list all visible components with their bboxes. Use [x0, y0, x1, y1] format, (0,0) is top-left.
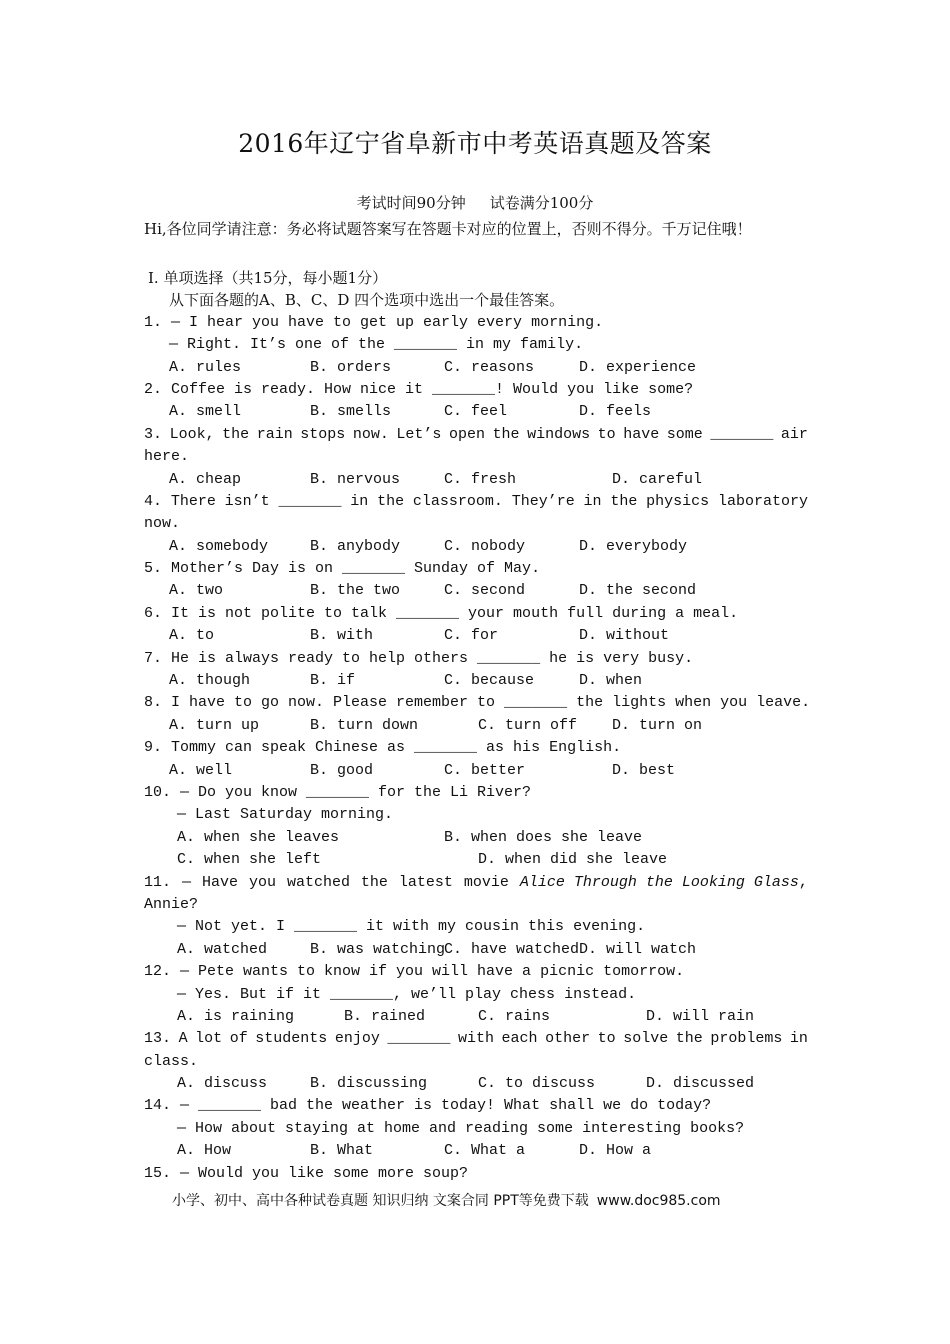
- option-b: B. good: [310, 761, 374, 779]
- word: problems: [710, 1030, 783, 1048]
- exam-info: [0, 192, 950, 213]
- question-1: 1. — I hear you have to get up early every morning.: [144, 313, 604, 331]
- word: 11.: [144, 873, 172, 891]
- word: the: [360, 873, 388, 891]
- footer-text: 小学、初中、高中各种试卷真题 知识归纳 文案合同 PPT等免费下载: [172, 1193, 589, 1209]
- option-c: C. because: [444, 672, 535, 690]
- question-15: 15. — Would you like some more soup?: [144, 1164, 469, 1182]
- word: rain: [256, 425, 293, 443]
- option-c: C. feel: [444, 403, 508, 421]
- word: of: [229, 1030, 248, 1048]
- option-a: A. How: [177, 1142, 232, 1160]
- option-c: C. rains: [478, 1007, 551, 1025]
- word: windows: [527, 425, 591, 443]
- question-14-reply: — How about staying at home and reading some interesting books?: [177, 1119, 745, 1137]
- word: the: [222, 425, 250, 443]
- question-13: [144, 1028, 808, 1050]
- option-d: D. turn on: [612, 716, 703, 734]
- question-14: 14. — _______ bad the weather is today! What shall we do today?: [144, 1097, 712, 1115]
- word: you: [248, 873, 276, 891]
- exam-score: 试卷满分100分: [489, 194, 594, 212]
- word: open: [448, 425, 485, 443]
- option-d: D. experience: [579, 358, 697, 376]
- word: Have: [201, 873, 238, 891]
- option-b: B. smells: [310, 403, 392, 421]
- question-5: 5. Mother’s Day is on _______ Sunday of May.: [144, 560, 541, 578]
- option-a: A. discuss: [177, 1075, 268, 1093]
- word: some: [666, 425, 703, 443]
- question-5-options: [144, 580, 808, 602]
- option-a: A. is raining: [177, 1007, 295, 1025]
- option-c: C. nobody: [444, 537, 526, 555]
- question-3: [144, 424, 808, 446]
- option-c: C. to discuss: [478, 1075, 596, 1093]
- question-1-reply: — Right. It’s one of the _______ in my family.: [169, 336, 584, 354]
- option-b: B. nervous: [310, 470, 401, 488]
- question-3-cont: here.: [144, 448, 190, 466]
- movie-title: Alice Through the Looking Glass,: [519, 873, 808, 891]
- exam-time: 考试时间90分钟: [356, 194, 466, 212]
- word: classroom.: [412, 492, 503, 510]
- word: the: [675, 1030, 703, 1048]
- question-11: [144, 872, 808, 894]
- question-7: 7. He is always ready to help others _______ he is very busy.: [144, 649, 694, 667]
- word: A: [178, 1030, 188, 1048]
- question-13-options: [144, 1073, 808, 1095]
- word: 4.: [144, 492, 163, 510]
- word: laboratory: [717, 492, 808, 510]
- option-a: A. rules: [169, 358, 242, 376]
- word: isn’t: [224, 492, 270, 510]
- question-1-options: [144, 357, 808, 379]
- question-9-options: [144, 760, 808, 782]
- option-d: D. when did she leave: [478, 851, 668, 869]
- question-10-options-row2: [144, 849, 808, 871]
- option-c: C. second: [444, 582, 526, 600]
- question-12: 12. — Pete wants to know if you will have a picnic tomorrow.: [144, 963, 685, 981]
- word: have: [623, 425, 660, 443]
- option-a: A. watched: [177, 940, 268, 958]
- question-4: [144, 491, 808, 513]
- word: Look,: [169, 425, 215, 443]
- word: now.: [352, 425, 389, 443]
- option-b: B. when does she leave: [444, 828, 643, 846]
- word: to: [597, 1030, 616, 1048]
- option-c: C. What a: [444, 1142, 526, 1160]
- option-d: D. discussed: [646, 1075, 755, 1093]
- footer-link[interactable]: www.doc985.com: [596, 1193, 721, 1209]
- option-a: A. when she leaves: [177, 828, 340, 846]
- option-d: D. the second: [579, 582, 697, 600]
- page-title: 2016年辽宁省阜新市中考英语真题及答案: [238, 129, 712, 158]
- option-b: B. the two: [310, 582, 401, 600]
- question-2-options: [144, 401, 808, 423]
- question-8: 8. I have to go now. Please remember to _______ the lights when you leave.: [144, 694, 811, 712]
- word: stops: [300, 425, 346, 443]
- option-d: D. when: [579, 672, 643, 690]
- word: movie: [463, 873, 509, 891]
- option-b: B. if: [310, 672, 356, 690]
- word: students: [255, 1030, 328, 1048]
- option-c: C. have watched: [444, 940, 580, 958]
- footer: [172, 1190, 721, 1210]
- word: Let’s: [396, 425, 442, 443]
- option-c: C. better: [444, 761, 526, 779]
- option-b: B. with: [310, 627, 374, 645]
- question-6: 6. It is not polite to talk _______ your mouth full during a meal.: [144, 604, 739, 622]
- word: other: [545, 1030, 591, 1048]
- word: in: [350, 492, 369, 510]
- answer-blank: _______: [710, 425, 774, 443]
- option-d: D. without: [579, 627, 670, 645]
- question-8-options: [144, 715, 808, 737]
- question-11-cont: Annie?: [144, 895, 199, 913]
- word: in: [789, 1030, 808, 1048]
- question-12-reply: — Yes. But if it _______, we’ll play chess instead.: [177, 985, 637, 1003]
- option-d: D. will rain: [646, 1007, 755, 1025]
- question-11-reply: — Not yet. I _______ it with my cousin this evening.: [177, 918, 646, 936]
- word: There: [170, 492, 216, 510]
- option-a: A. two: [169, 582, 224, 600]
- word: the: [377, 492, 405, 510]
- option-b: B. was watching: [310, 940, 446, 958]
- word: —: [181, 873, 191, 891]
- question-7-options: [144, 670, 808, 692]
- question-14-options: [144, 1140, 808, 1162]
- option-d: D. How a: [579, 1142, 652, 1160]
- word: solve: [623, 1030, 669, 1048]
- question-3-options: [144, 469, 808, 491]
- option-c: C. fresh: [444, 470, 517, 488]
- option-d: D. careful: [612, 470, 703, 488]
- word: each: [501, 1030, 538, 1048]
- question-section: [144, 267, 811, 1185]
- option-b: B. rained: [344, 1007, 426, 1025]
- option-d: D. feels: [579, 403, 652, 421]
- option-d: D. will watch: [579, 940, 697, 958]
- option-d: D. everybody: [579, 537, 688, 555]
- word: in: [583, 492, 602, 510]
- option-a: A. well: [169, 761, 233, 779]
- question-10-reply: — Last Saturday morning.: [177, 806, 394, 824]
- question-10: 10. — Do you know _______ for the Li River?: [144, 783, 532, 801]
- word: 3.: [144, 425, 163, 443]
- movie-title-text: Alice Through the Looking Glass: [519, 873, 799, 891]
- word: the: [492, 425, 520, 443]
- section-instruction: 从下面各题的A、B、C、D 四个选项中选出一个最佳答案。: [169, 291, 565, 310]
- word: They’re: [511, 492, 575, 510]
- notice-text: Hi,各位同学请注意：务必将试题答案写在答题卡对应的位置上，否则不得分。千万记住哦！: [144, 220, 752, 238]
- option-c: C. reasons: [444, 358, 535, 376]
- option-a: A. though: [169, 672, 251, 690]
- word: 13.: [144, 1030, 172, 1048]
- option-c: C. for: [444, 627, 499, 645]
- word: to: [597, 425, 616, 443]
- question-2: 2. Coffee is ready. How nice it _______! Would you like some?: [144, 380, 694, 398]
- word: physics: [646, 492, 710, 510]
- option-b: B. discussing: [310, 1075, 428, 1093]
- option-a: A. cheap: [169, 470, 242, 488]
- word: lot: [195, 1030, 223, 1048]
- option-c: C. turn off: [478, 716, 578, 734]
- answer-blank: _______: [387, 1030, 451, 1048]
- question-11-options: [144, 939, 808, 961]
- option-b: B. What: [310, 1142, 374, 1160]
- word: enjoy: [334, 1030, 380, 1048]
- option-b: B. orders: [310, 358, 392, 376]
- question-4-cont: now.: [144, 515, 181, 533]
- word: latest: [398, 873, 453, 891]
- question-12-options: [144, 1006, 808, 1028]
- option-a: A. turn up: [169, 716, 260, 734]
- option-b: B. turn down: [310, 716, 419, 734]
- word: the: [610, 492, 638, 510]
- question-13-cont: class.: [144, 1052, 199, 1070]
- answer-blank: _______: [278, 492, 342, 510]
- question-6-options: [144, 625, 808, 647]
- option-d: D. best: [612, 761, 676, 779]
- option-b: B. anybody: [310, 537, 401, 555]
- word: air: [780, 425, 808, 443]
- option-a: A. somebody: [169, 537, 269, 555]
- question-9: 9. Tommy can speak Chinese as _______ as his English.: [144, 739, 622, 757]
- option-a: A. smell: [169, 403, 242, 421]
- section-heading: Ⅰ. 单项选择（共15分，每小题1分）: [148, 269, 388, 287]
- word: with: [457, 1030, 494, 1048]
- question-4-options: [144, 536, 808, 558]
- option-c: C. when she left: [177, 851, 322, 869]
- question-10-options-row1: [144, 827, 808, 849]
- option-a: A. to: [169, 627, 215, 645]
- word: watched: [286, 873, 350, 891]
